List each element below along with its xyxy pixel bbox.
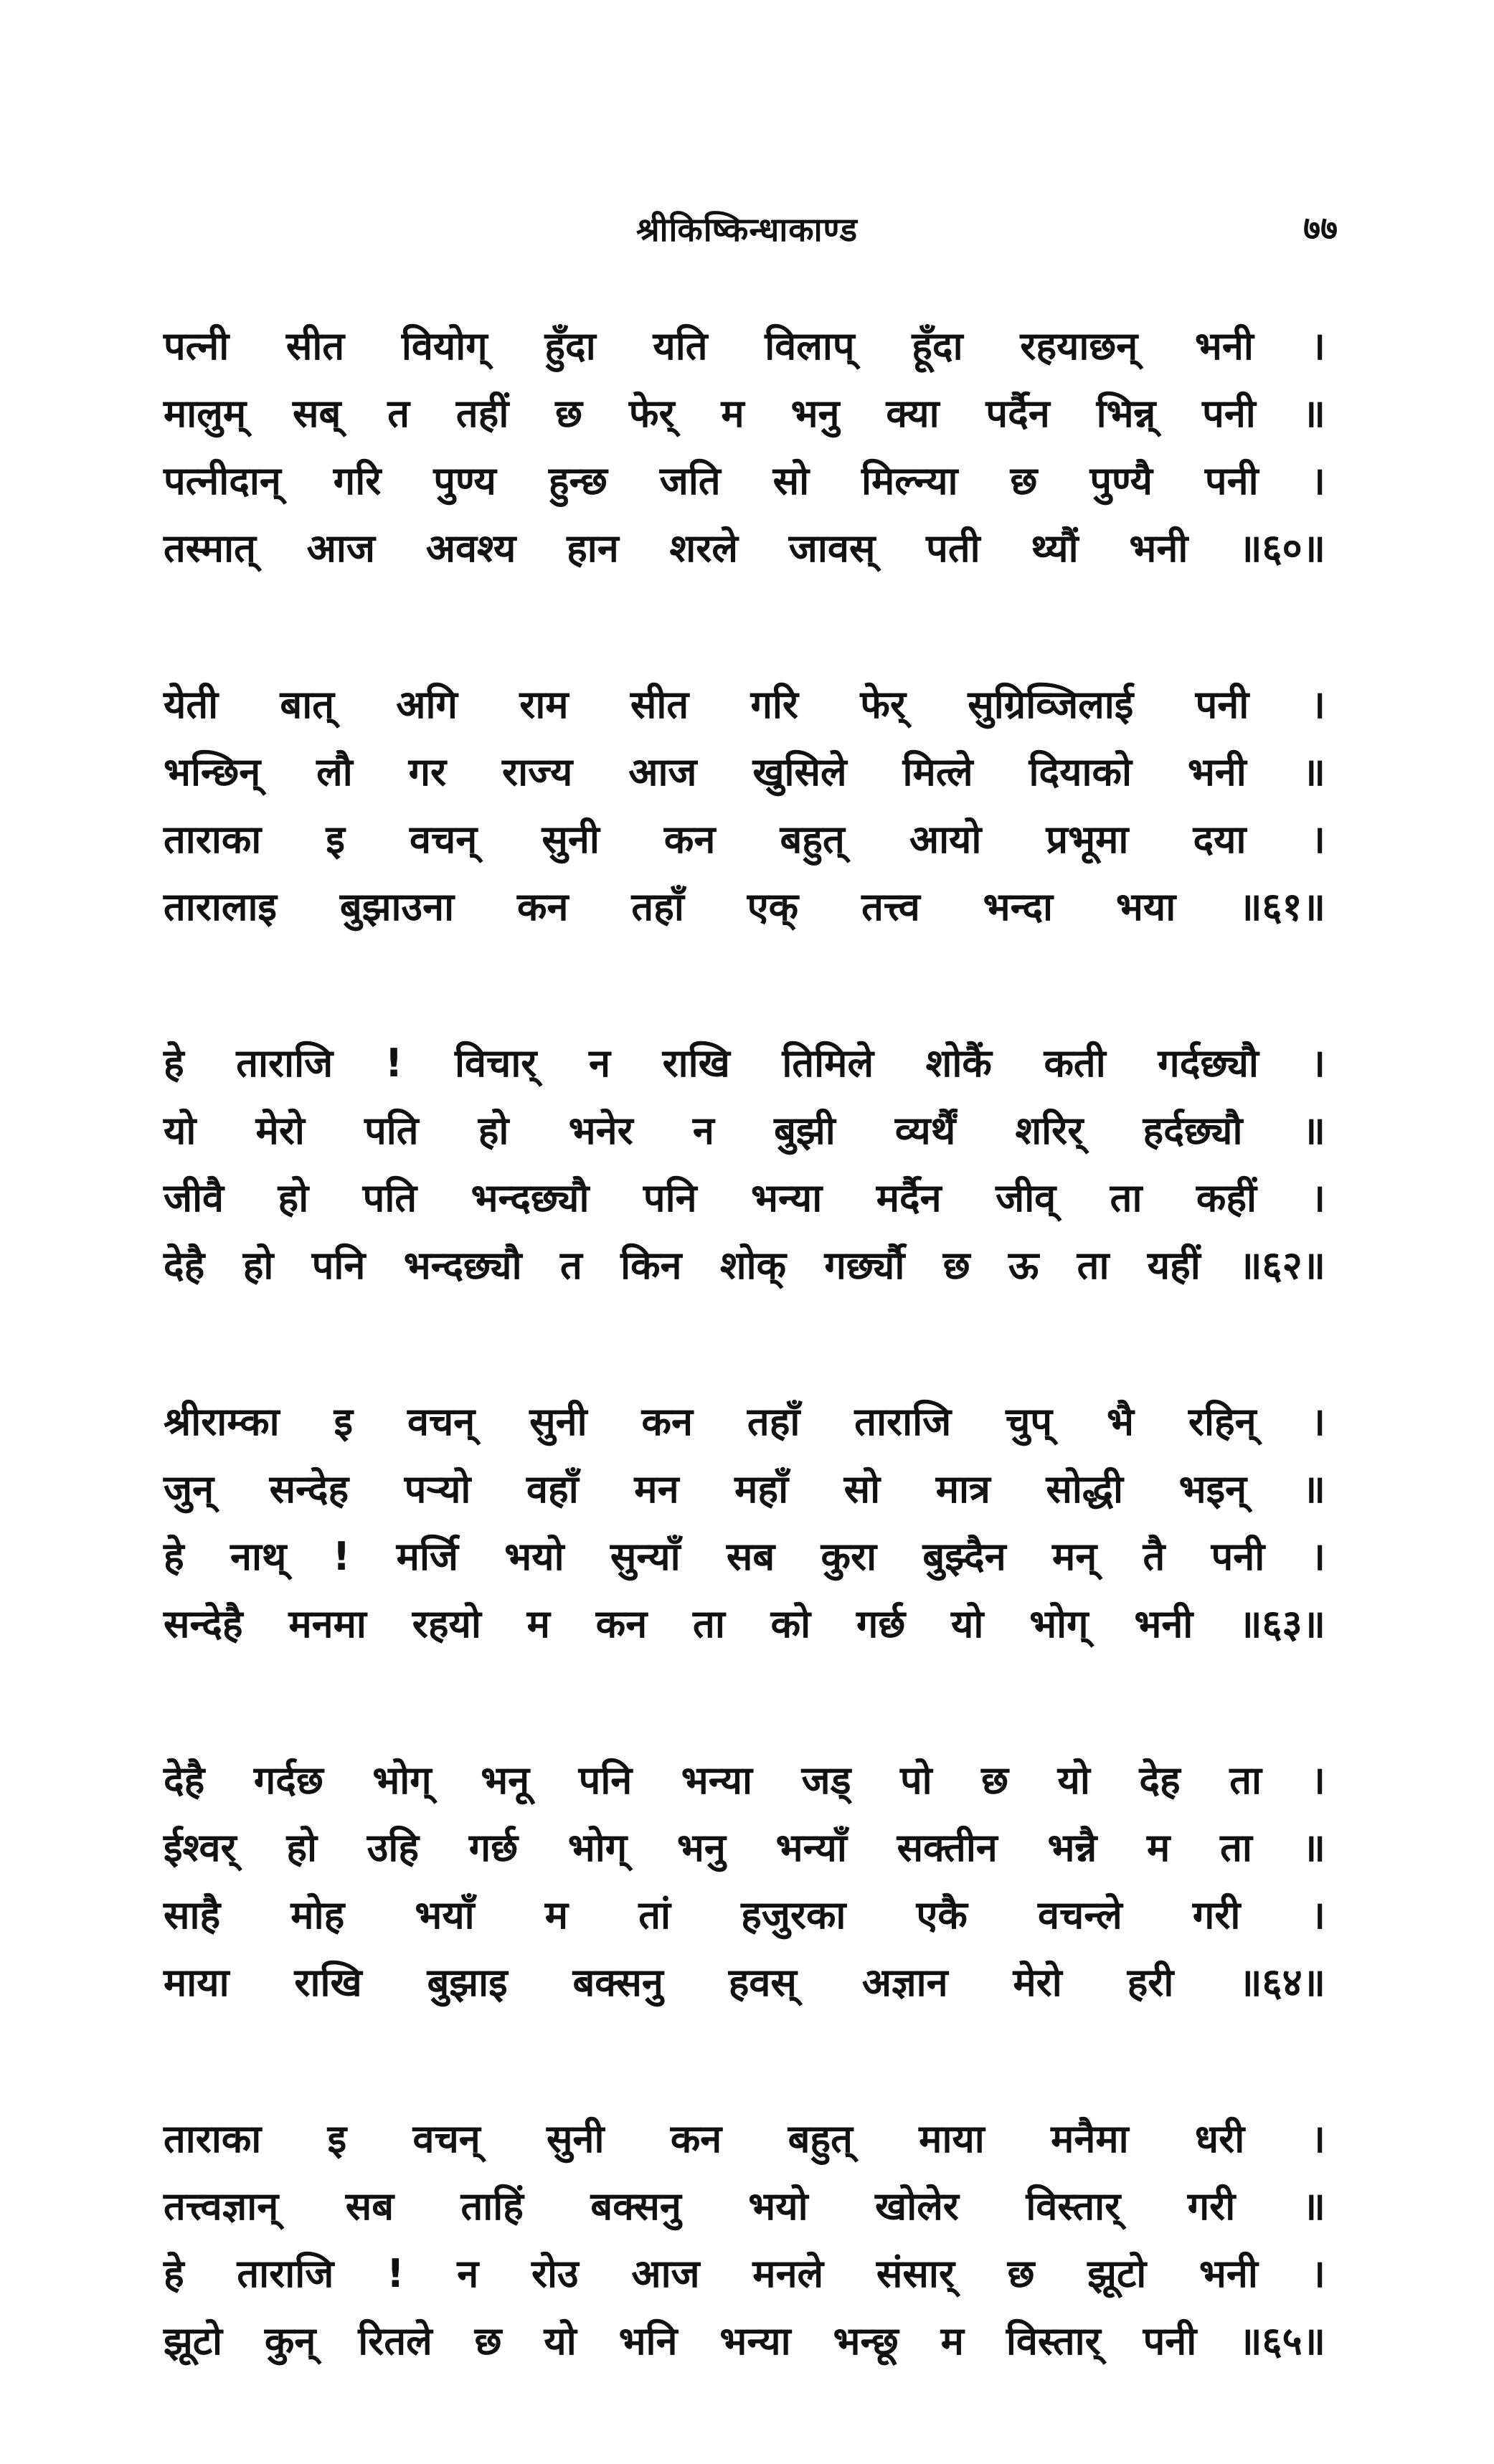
verse-line: श्रीराम्का इ वचन् सुनी कन तहाँ ताराजि चुप् भै रहिन् । xyxy=(164,1399,1325,1444)
verse-line: ईश्वर् हो उहि गर्छ भोग् भनु भन्याँ सक्तीन भन्नै म ता ॥ xyxy=(164,1825,1325,1870)
verse-line: पत्नीदान् गरि पुण्य हुन्छ जति सो मिल्न्या छ पुण्यै पनी । xyxy=(164,458,1325,503)
stanza-64 xyxy=(164,1747,1325,2017)
verse-line: जुन् सन्देह पऱ्यो वहाँ मन महाँ सो मात्र सोद्धी भइन् ॥ xyxy=(164,1466,1325,1512)
verse-line: येती बात् अगि राम सीत गरि फेर् सुग्रिव्जिलाई पनी । xyxy=(164,682,1325,727)
stanza-60 xyxy=(164,313,1325,582)
stanza-61 xyxy=(164,671,1325,941)
verse-line: देहै हो पनि भन्दछ्यौ त किन शोक् गर्छ्यौ छ ऊ ता यहीं ॥६२॥ xyxy=(164,1243,1325,1288)
verse-line: झूटो कुन् रितले छ यो भनि भन्या भन्छू म विस्तार् पनी ॥६५॥ xyxy=(164,2318,1325,2364)
verse-line: ताराका इ वचन् सुनी कन बहुत् माया मनैमा धरी । xyxy=(164,2116,1325,2161)
stanza-63 xyxy=(164,1388,1325,1658)
verse-line: माया राखि बुझाइ बक्सनु हवस् अज्ञान मेरो हरी ॥६४॥ xyxy=(164,1960,1325,2005)
stanza-65 xyxy=(164,2105,1325,2375)
page-number: ७७ xyxy=(1303,209,1338,247)
verse-body xyxy=(164,313,1325,2464)
verse-line: तत्त्वज्ञान् सब ताहिं बक्सनु भयो खोलेर विस्तार् गरी ॥ xyxy=(164,2184,1325,2229)
verse-line: हे ताराजि ! न रोउ आज मनले संसार् छ झूटो भनी । xyxy=(164,2251,1325,2296)
verse-line: भन्छिन् लौ गर राज्य आज खुसिले मित्ले दियाको भनी ॥ xyxy=(164,749,1325,795)
verse-line: हे ताराजि ! विचार् न राखि तिमिले शोकैं कती गर्दछ्यौ । xyxy=(164,1041,1325,1086)
running-header-title: श्रीकिष्किन्धाकाण्ड xyxy=(636,210,858,249)
verse-line: तस्मात् आज अवश्य हान शरले जावस् पती थ्यौं भनी ॥६०॥ xyxy=(164,526,1325,571)
verse-line: तारालाइ बुझाउना कन तहाँ एक् तत्त्व भन्दा भया ॥६१॥ xyxy=(164,884,1325,929)
stanza-62 xyxy=(164,1030,1325,1299)
verse-line: यो मेरो पति हो भनेर न बुझी व्यर्थैं शरिर् हर्दछ्यौ ॥ xyxy=(164,1108,1325,1153)
verse-line: जीवै हो पति भन्दछ्यौ पनि भन्या मर्दैन जीव् ता कहीं । xyxy=(164,1175,1325,1221)
verse-line: पत्नी सीत वियोग् हुँदा यति विलाप् हूँदा रहयाछन् भनी । xyxy=(164,323,1325,369)
verse-line: देहै गर्दछ भोग् भनू पनि भन्या जड् पो छ यो देह ता । xyxy=(164,1758,1325,1803)
verse-line: मालुम् सब् त तहीं छ फेर् म भनु क्या पर्दैन भिन्न् पनी ॥ xyxy=(164,391,1325,436)
verse-line: हे नाथ् ! मर्जि भयो सुन्याँ सब कुरा बुझ्दैन मन् तै पनी । xyxy=(164,1534,1325,1579)
verse-line: साहै मोह भयाँ म तां हजुरका एकै वचन्ले गरी । xyxy=(164,1892,1325,1938)
verse-line: सन्देहै मनमा रहयो म कन ता को गर्छ यो भोग् भनी ॥६३॥ xyxy=(164,1601,1325,1646)
verse-line: ताराका इ वचन् सुनी कन बहुत् आयो प्रभूमा दया । xyxy=(164,817,1325,862)
